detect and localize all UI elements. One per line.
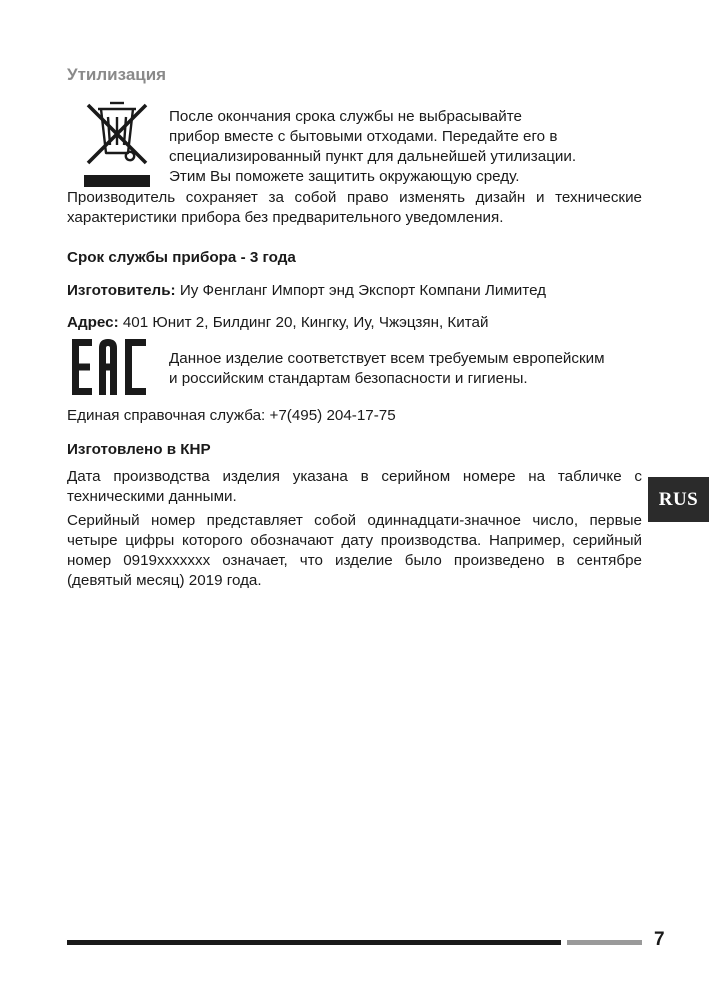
eac-line: и российским стандартам безопасности и гигиены. [169, 370, 528, 387]
address-line [67, 313, 642, 333]
address-label: Адрес: [67, 314, 119, 331]
footer-bar-dark [67, 940, 561, 945]
footer-bar-gray [567, 940, 642, 945]
crossed-bin-icon [84, 97, 150, 187]
section-title: Утилизация [67, 65, 167, 84]
made-in-heading: Изготовлено в КНР [67, 441, 211, 458]
maker-line [67, 281, 642, 301]
disposal-notice [169, 107, 639, 187]
eac-mark-icon [72, 339, 148, 395]
disposal-line: специализированный пункт для дальнейшей утилизации. [169, 148, 577, 165]
maker-value: Иу Фенгланг Импорт энд Экспорт Компани Лимитед [175, 282, 547, 299]
disposal-line: прибор вместе с бытовыми отходами. Передайте его в [169, 128, 558, 145]
disposal-line: Этим Вы поможете защитить окружающую среду. [169, 168, 520, 185]
eac-notice [169, 349, 649, 389]
address-value: 401 Юнит 2, Билдинг 20, Кингку, Иу, Чжэцзян, Китай [118, 314, 489, 331]
language-tab: RUS [648, 477, 709, 522]
helpline-line: Единая справочная служба: +7(495) 204-17-75 [67, 407, 396, 424]
page-number: 7 [654, 929, 665, 950]
maker-label: Изготовитель: [67, 282, 176, 299]
disposal-line: После окончания срока службы не выбрасывайте [169, 108, 522, 125]
eac-line: Данное изделие соответствует всем требуемым европейским [169, 350, 605, 367]
production-date-paragraph: Дата производства изделия указана в серийном номере на табличке с техническими данными. [67, 468, 642, 505]
service-life-heading: Срок службы прибора - 3 года [67, 249, 296, 266]
serial-info-paragraph: Серийный номер представляет собой одиннадцати-значное число, первые четыре цифры которого обозначают дату производства. Например, серийный номер 0919xxxxxxx означает, что изделие было произведено в сентябре (девятый месяц) 2019 года. [67, 512, 642, 589]
manufacturer-rights-paragraph: Производитель сохраняет за собой право изменять дизайн и технические характеристики прибора без предварительного уведомления. [67, 189, 642, 226]
